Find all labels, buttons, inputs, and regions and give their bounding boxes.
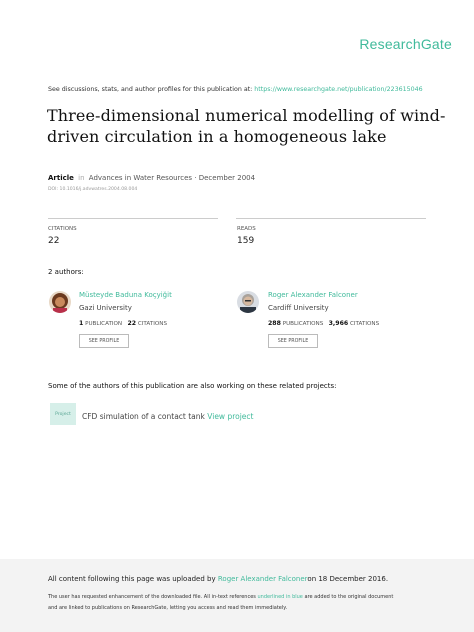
publications-count: 1 (79, 320, 84, 327)
author-stats (79, 320, 167, 327)
citations-label: CITATIONS (48, 226, 77, 232)
author-citations-count: 3,966 (328, 320, 349, 327)
author-stats (268, 320, 379, 327)
see-discussions-text: See discussions, stats, and author profiles for this publication at: (48, 86, 253, 93)
project-icon: Project (50, 403, 76, 425)
author-name-link[interactable]: Roger Alexander Falconer (268, 291, 358, 299)
see-profile-button[interactable]: SEE PROFILE (268, 334, 318, 348)
reads-value: 159 (237, 236, 255, 246)
note-suffix: are added to the original document (304, 594, 394, 600)
author-citations-label: CITATIONS (137, 321, 168, 327)
publications-label: PUBLICATIONS (282, 321, 324, 327)
avatar-photo-icon (49, 291, 71, 313)
publication-url-link[interactable]: https://www.researchgate.net/publication/223615046 (254, 86, 423, 93)
note-prefix: The user has requested enhancement of the downloaded file. All in-text references (48, 594, 256, 600)
see-profile-button[interactable]: SEE PROFILE (79, 334, 129, 348)
paper-in: in (78, 174, 85, 182)
publications-count: 288 (268, 320, 281, 327)
uploader-link[interactable]: Roger Alexander Falconer (217, 575, 308, 583)
citations-divider (48, 218, 218, 219)
paper-title: Three-dimensional numerical modelling of wind-driven circulation in a homogeneous lake (47, 106, 446, 146)
enhancement-note-line2: and are linked to publications on ResearchGate, letting you access and read them immediately. (48, 605, 288, 611)
author-citations-label: CITATIONS (349, 321, 380, 327)
note-underlined: underlined in blue (257, 594, 303, 600)
upload-prefix: All content following this page was uploaded by (48, 575, 216, 583)
enhancement-note (48, 594, 393, 600)
see-discussions-line (48, 86, 423, 93)
upload-suffix: on 18 December 2016. (307, 575, 389, 583)
view-project-link[interactable]: View project (207, 412, 254, 421)
paper-doi: DOI: 10.1016/j.advwatres.2004.08.004 (48, 187, 138, 192)
project-title: CFD simulation of a contact tank (82, 412, 205, 421)
author-avatar[interactable] (49, 291, 71, 313)
authors-heading: 2 authors: (48, 268, 84, 276)
author-avatar[interactable] (237, 291, 259, 313)
paper-meta (48, 174, 255, 182)
author-institution: Gazi University (79, 304, 132, 312)
citations-value: 22 (48, 236, 60, 246)
reads-divider (236, 218, 426, 219)
reads-label: READS (237, 226, 256, 232)
paper-venue: Advances in Water Resources · December 2004 (88, 174, 256, 182)
publications-label: PUBLICATION (85, 321, 123, 327)
paper-type: Article (48, 174, 74, 182)
researchgate-logo[interactable]: ResearchGate (359, 36, 452, 52)
author-citations-count: 22 (127, 320, 137, 327)
upload-line (48, 575, 388, 583)
avatar-photo-icon (237, 291, 259, 313)
author-institution: Cardiff University (268, 304, 329, 312)
author-name-link[interactable]: Müsteyde Baduna Koçyiğit (79, 291, 172, 299)
related-projects-heading: Some of the authors of this publication are also working on these related projects: (48, 382, 337, 390)
project-item (82, 412, 253, 421)
